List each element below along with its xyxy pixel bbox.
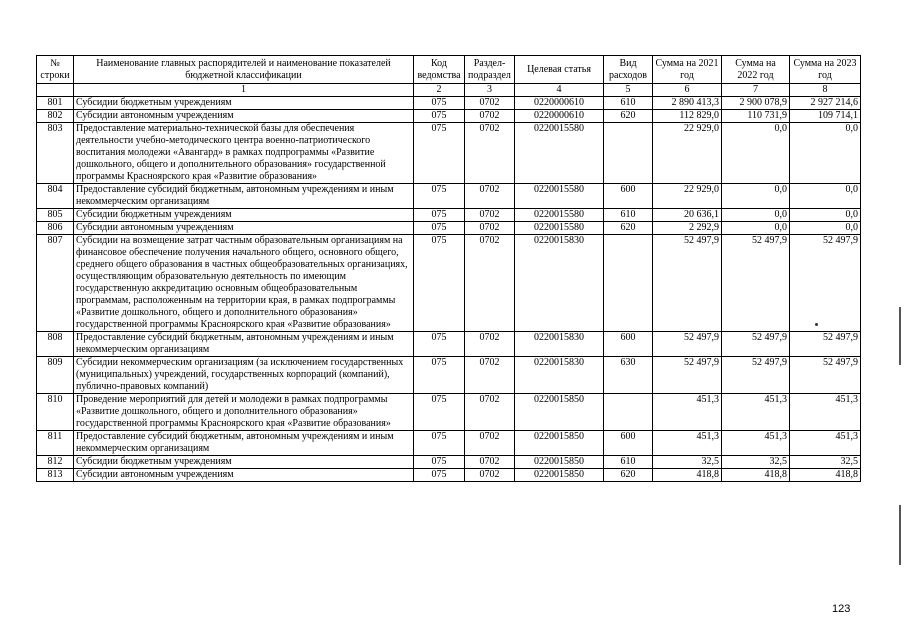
- sum-2021-cell: 2 890 413,3: [653, 97, 722, 110]
- header-sum-2023: Сумма на 2023 год: [790, 56, 861, 84]
- department-code-cell: 075: [414, 184, 465, 209]
- department-code-cell: 075: [414, 110, 465, 123]
- index-cell: 2: [414, 84, 465, 97]
- section-cell: 0702: [465, 235, 515, 332]
- row-number-cell: 813: [37, 469, 74, 482]
- row-name-cell: Субсидии автономным учреждениям: [74, 222, 414, 235]
- sum-2023-cell: 52 497,9: [790, 235, 861, 332]
- header-row-number: № строки: [37, 56, 74, 84]
- sum-2021-cell: 418,8: [653, 469, 722, 482]
- expense-type-cell: 610: [604, 456, 653, 469]
- header-department-code: Код ведомства: [414, 56, 465, 84]
- section-cell: 0702: [465, 184, 515, 209]
- sum-2021-cell: 20 636,1: [653, 209, 722, 222]
- section-cell: 0702: [465, 209, 515, 222]
- department-code-cell: 075: [414, 123, 465, 184]
- index-cell: 7: [722, 84, 790, 97]
- row-name-cell: Предоставление субсидий бюджетным, автономным учреждениям и иным некоммерческим организациям: [74, 332, 414, 357]
- sum-2021-cell: 451,3: [653, 394, 722, 431]
- department-code-cell: 075: [414, 469, 465, 482]
- expense-type-cell: 600: [604, 332, 653, 357]
- department-code-cell: 075: [414, 235, 465, 332]
- expense-type-cell: [604, 394, 653, 431]
- section-cell: 0702: [465, 431, 515, 456]
- expense-type-cell: [604, 235, 653, 332]
- row-name-cell: Предоставление субсидий бюджетным, автономным учреждениям и иным некоммерческим организациям: [74, 184, 414, 209]
- index-cell: 1: [74, 84, 414, 97]
- expense-type-cell: 600: [604, 184, 653, 209]
- sum-2023-cell: 418,8: [790, 469, 861, 482]
- sum-2023-cell: 32,5: [790, 456, 861, 469]
- sum-2021-cell: 112 829,0: [653, 110, 722, 123]
- row-number-cell: 810: [37, 394, 74, 431]
- target-article-cell: 0220015830: [515, 235, 604, 332]
- header-sum-2021: Сумма на 2021 год: [653, 56, 722, 84]
- sum-2023-cell: 451,3: [790, 431, 861, 456]
- index-cell: 4: [515, 84, 604, 97]
- table-row: [37, 394, 861, 431]
- expense-type-cell: 620: [604, 222, 653, 235]
- department-code-cell: 075: [414, 209, 465, 222]
- table-row: [37, 235, 861, 332]
- sum-2022-cell: 0,0: [722, 123, 790, 184]
- sum-2022-cell: 52 497,9: [722, 357, 790, 394]
- header-target-article: Целевая статья: [515, 56, 604, 84]
- row-number-cell: 804: [37, 184, 74, 209]
- sum-2022-cell: 32,5: [722, 456, 790, 469]
- row-number-cell: 802: [37, 110, 74, 123]
- row-number-cell: 812: [37, 456, 74, 469]
- table-row: [37, 110, 861, 123]
- index-cell: 3: [465, 84, 515, 97]
- table-row: [37, 97, 861, 110]
- header-sum-2022: Сумма на 2022 год: [722, 56, 790, 84]
- row-number-cell: 803: [37, 123, 74, 184]
- sum-2022-cell: 0,0: [722, 209, 790, 222]
- sum-2023-cell: 52 497,9: [790, 332, 861, 357]
- target-article-cell: 0220015850: [515, 469, 604, 482]
- section-cell: 0702: [465, 332, 515, 357]
- index-cell: 5: [604, 84, 653, 97]
- sum-2022-cell: 0,0: [722, 184, 790, 209]
- department-code-cell: 075: [414, 97, 465, 110]
- row-number-cell: 809: [37, 357, 74, 394]
- sum-2021-cell: 22 929,0: [653, 123, 722, 184]
- section-cell: 0702: [465, 456, 515, 469]
- sum-2022-cell: 451,3: [722, 431, 790, 456]
- department-code-cell: 075: [414, 222, 465, 235]
- table-row: [37, 469, 861, 482]
- sum-2023-cell: 109 714,1: [790, 110, 861, 123]
- table-header: [37, 56, 861, 97]
- expense-type-cell: 610: [604, 209, 653, 222]
- index-cell: [37, 84, 74, 97]
- scan-speck: [815, 323, 818, 326]
- row-number-cell: 806: [37, 222, 74, 235]
- section-cell: 0702: [465, 123, 515, 184]
- section-cell: 0702: [465, 394, 515, 431]
- row-number-cell: 808: [37, 332, 74, 357]
- row-name-cell: Субсидии бюджетным учреждениям: [74, 97, 414, 110]
- sum-2022-cell: 110 731,9: [722, 110, 790, 123]
- table-row: [37, 456, 861, 469]
- row-number-cell: 807: [37, 235, 74, 332]
- row-name-cell: Предоставление субсидий бюджетным, автономным учреждениям и иным некоммерческим организациям: [74, 431, 414, 456]
- sum-2021-cell: 451,3: [653, 431, 722, 456]
- sum-2023-cell: 52 497,9: [790, 357, 861, 394]
- sum-2021-cell: 52 497,9: [653, 235, 722, 332]
- sum-2023-cell: 2 927 214,6: [790, 97, 861, 110]
- row-name-cell: Субсидии бюджетным учреждениям: [74, 456, 414, 469]
- header-name: Наименование главных распорядителей и наименование показателей бюджетной классификации: [74, 56, 414, 84]
- target-article-cell: 0220015850: [515, 456, 604, 469]
- sum-2021-cell: 32,5: [653, 456, 722, 469]
- table-row: [37, 431, 861, 456]
- expense-type-cell: 600: [604, 431, 653, 456]
- table-row: [37, 357, 861, 394]
- row-number-cell: 805: [37, 209, 74, 222]
- sum-2023-cell: 0,0: [790, 209, 861, 222]
- index-cell: 8: [790, 84, 861, 97]
- expense-type-cell: [604, 123, 653, 184]
- target-article-cell: 0220000610: [515, 110, 604, 123]
- header-section: Раздел-подраздел: [465, 56, 515, 84]
- row-name-cell: Субсидии некоммерческим организациям (за исключением государственных (муниципальных) учреждений, государственных корпораций (компаний), публично-правовых компаний): [74, 357, 414, 394]
- expense-type-cell: 610: [604, 97, 653, 110]
- sum-2021-cell: 52 497,9: [653, 357, 722, 394]
- table-row: [37, 123, 861, 184]
- sum-2021-cell: 2 292,9: [653, 222, 722, 235]
- row-name-cell: Субсидии бюджетным учреждениям: [74, 209, 414, 222]
- expense-type-cell: 620: [604, 110, 653, 123]
- section-cell: 0702: [465, 110, 515, 123]
- column-index-row: [37, 84, 861, 97]
- section-cell: 0702: [465, 469, 515, 482]
- scan-edge-mark: [899, 307, 901, 365]
- row-name-cell: Субсидии на возмещение затрат частным образовательным организациям на финансовое обеспечение получения начального общего, основного общего, среднего общего образования в частных общеобразовательных организациях, осуществляющим образовательную деятельность по имеющим государственную аккредитацию основным общеобразовательным программам, расположенным на территории края, в рамках подпрограммы «Развитие дошкольного, общего и дополнительного образования» государственной программы Красноярского края «Развитие образования»: [74, 235, 414, 332]
- department-code-cell: 075: [414, 332, 465, 357]
- row-name-cell: Предоставление материально-технической базы для обеспечения деятельности учебно-методического центра военно-патриотического воспитания молодежи «Авангард» в рамках подпрограммы «Развитие дошкольного, общего и дополнительного образования» государственной программы Красноярского края «Развитие образования»: [74, 123, 414, 184]
- target-article-cell: 0220015850: [515, 394, 604, 431]
- table-row: [37, 184, 861, 209]
- header-expense-type: Вид расходов: [604, 56, 653, 84]
- sum-2022-cell: 52 497,9: [722, 332, 790, 357]
- sum-2023-cell: 0,0: [790, 222, 861, 235]
- target-article-cell: 0220015830: [515, 357, 604, 394]
- sum-2022-cell: 418,8: [722, 469, 790, 482]
- target-article-cell: 0220015830: [515, 332, 604, 357]
- department-code-cell: 075: [414, 394, 465, 431]
- sum-2022-cell: 451,3: [722, 394, 790, 431]
- department-code-cell: 075: [414, 431, 465, 456]
- table-row: [37, 332, 861, 357]
- expense-type-cell: 620: [604, 469, 653, 482]
- row-name-cell: Проведение мероприятий для детей и молодежи в рамках подпрограммы «Развитие дошкольного, общего и дополнительного образования» государственной программы Красноярского края «Развитие образования»: [74, 394, 414, 431]
- table-row: [37, 209, 861, 222]
- scan-edge-mark: [899, 505, 901, 565]
- sum-2022-cell: 0,0: [722, 222, 790, 235]
- sum-2023-cell: 0,0: [790, 123, 861, 184]
- section-cell: 0702: [465, 222, 515, 235]
- row-name-cell: Субсидии автономным учреждениям: [74, 110, 414, 123]
- table-row: [37, 222, 861, 235]
- sum-2022-cell: 52 497,9: [722, 235, 790, 332]
- sum-2021-cell: 22 929,0: [653, 184, 722, 209]
- row-number-cell: 811: [37, 431, 74, 456]
- target-article-cell: 0220000610: [515, 97, 604, 110]
- department-code-cell: 075: [414, 456, 465, 469]
- row-number-cell: 801: [37, 97, 74, 110]
- target-article-cell: 0220015580: [515, 222, 604, 235]
- target-article-cell: 0220015580: [515, 184, 604, 209]
- budget-table: [36, 55, 861, 482]
- section-cell: 0702: [465, 97, 515, 110]
- department-code-cell: 075: [414, 357, 465, 394]
- page-number: 123: [832, 603, 851, 615]
- index-cell: 6: [653, 84, 722, 97]
- sum-2022-cell: 2 900 078,9: [722, 97, 790, 110]
- row-name-cell: Субсидии автономным учреждениям: [74, 469, 414, 482]
- target-article-cell: 0220015580: [515, 123, 604, 184]
- sum-2023-cell: 451,3: [790, 394, 861, 431]
- expense-type-cell: 630: [604, 357, 653, 394]
- target-article-cell: 0220015580: [515, 209, 604, 222]
- target-article-cell: 0220015850: [515, 431, 604, 456]
- table-body: [37, 97, 861, 482]
- section-cell: 0702: [465, 357, 515, 394]
- sum-2023-cell: 0,0: [790, 184, 861, 209]
- sum-2021-cell: 52 497,9: [653, 332, 722, 357]
